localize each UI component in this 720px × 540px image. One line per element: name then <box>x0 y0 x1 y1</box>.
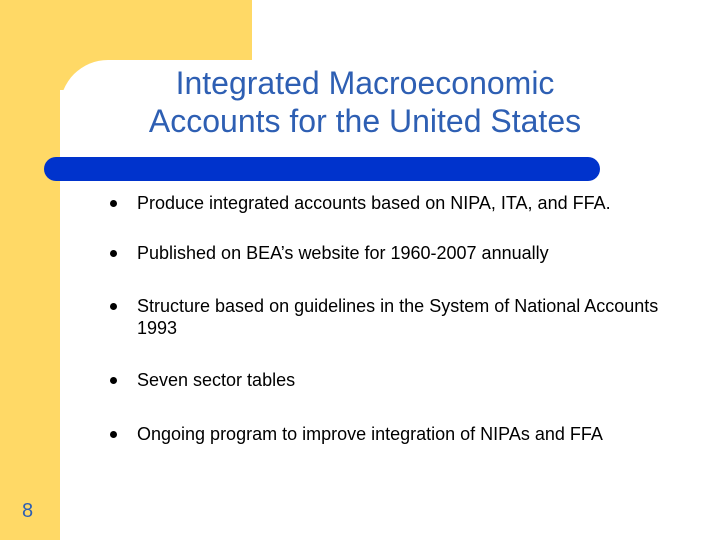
slide-number: 8 <box>22 500 34 522</box>
bullet-text: Produce integrated accounts based on NIPA, ITA, and FFA. <box>137 193 611 213</box>
bullet-text: Published on BEA’s website for 1960-2007 annually <box>137 243 549 263</box>
title-underline-bar <box>44 157 600 181</box>
bullet-text: Structure based on guidelines in the System of National Accounts 1993 <box>137 296 659 338</box>
bullet-dot-icon <box>110 431 117 438</box>
bullet-dot-icon <box>110 303 117 310</box>
slide-title <box>60 64 670 140</box>
bullet-dot-icon <box>110 377 117 384</box>
slide-title-line-2: Accounts for the United States <box>148 103 582 139</box>
bullet-text: Ongoing program to improve integration of NIPAs and FFA <box>137 424 603 444</box>
bullet-dot-icon <box>110 250 117 257</box>
slide-title-line-1: Integrated Macroeconomic <box>175 65 555 101</box>
decorative-yellow-block-left <box>0 0 60 540</box>
bullet-dot-icon <box>110 200 117 207</box>
bullet-text: Seven sector tables <box>137 370 296 390</box>
